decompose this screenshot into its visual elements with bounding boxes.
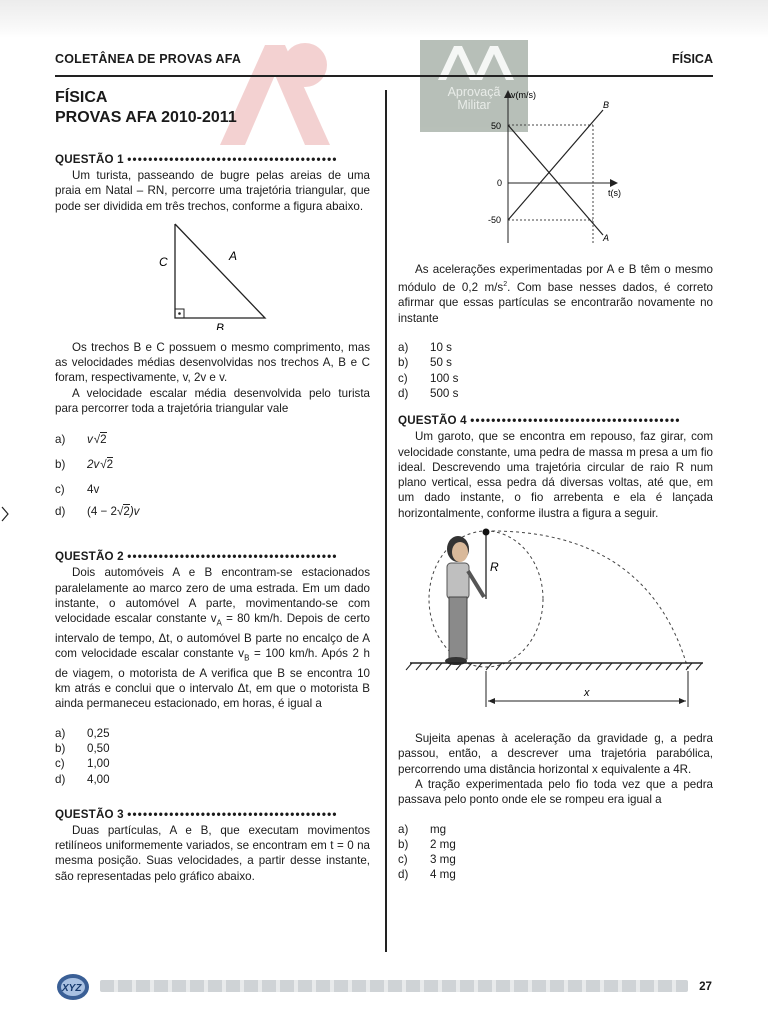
graph-x-arrow (610, 179, 618, 187)
question-4-body: Um garoto, que se encontra em repouso, faz girar, com velocidade constante, uma pedra de massa m presa a um fio ideal. Descrevendo uma trajetória circular de raio R num plano vertical, essa pedra dá diversas voltas, até que, em um dado instante, o fio arrebenta e ela é lançada horizontalmente, conforme ilustra a figura a seguir. (398, 430, 713, 520)
title-line-1: FÍSICA (55, 89, 108, 106)
question-4-paragraph-3: A tração experimentada pelo fio toda vez que a pedra passava pelo ponto onde ele se rompeu era igual a (398, 777, 713, 807)
footer-logo (55, 972, 91, 1002)
option-c[interactable]: c) 3 mg (398, 853, 456, 867)
question-4-options (398, 822, 713, 883)
tick-label-m50: -50 (488, 215, 502, 225)
page-number: 27 (699, 980, 712, 993)
question-2-body: Dois automóveis A e B encontram-se estacionados paralelamente ao marco zero de uma estrada. Em um dado instante, o automóvel A parte, movimentando-se com velocidade escalar constante $v_A = 80$ km/h. Depois de certo intervalo de tempo, Δt, o automóvel B parte no encalço de A com velocidade escalar constante $v_B = 100$ km/h. Após 2 h de viagem, o motorista de A verifica que B se encontra 10 km atrás e conclui que o intervalo Δt, em que o motorista B ainda permaneceu estacionado, em horas, é igual a (55, 566, 370, 711)
watermark-text: Aprovaçã Militar (447, 85, 501, 112)
page-title (55, 88, 370, 128)
option-b[interactable]: b) 2 mg (398, 837, 456, 851)
option-b[interactable]: b) 0,50 (55, 741, 110, 755)
triangle-figure (55, 214, 370, 330)
svg-text:XYZ: XYZ (62, 983, 82, 994)
option-d[interactable]: d) 4,00 (55, 772, 110, 786)
option-a[interactable]: a) 10 s (398, 341, 452, 355)
right-column (398, 85, 713, 883)
question-3-heading: QUESTÃO 3 •••••••••••••••••••••••••••••••••••••••• (55, 807, 338, 821)
footer-band (100, 980, 688, 992)
graph-y-label: v(m/s) (511, 90, 536, 100)
option-a[interactable]: a) 0,25 (55, 726, 110, 740)
question-4-paragraph-2: Sujeita apenas à aceleração da gravidade g, a pedra passou, então, a descrever uma trajetória parabólica, percorrendo uma distância horizontal x equivalente a 4R. (398, 732, 713, 776)
line-label-a: A (603, 233, 610, 243)
series-line-b (508, 110, 603, 220)
triangle-label-a: A (229, 248, 238, 263)
header-collection-title: COLETÂNEA DE PROVAS AFA (55, 52, 242, 66)
option-d[interactable]: d) (4 − 2 √ 2 )v (55, 504, 370, 529)
option-d[interactable]: d) 500 s (398, 386, 459, 400)
question-4-heading: QUESTÃO 4 •••••••••••••••••••••••••••••••••••••••• (398, 414, 681, 428)
option-c[interactable]: c) 4v (55, 483, 100, 497)
triangle-label-b: B (216, 320, 225, 330)
velocity-graph (398, 85, 713, 248)
question-2-options (55, 726, 370, 787)
tick-label-0: 0 (497, 178, 503, 188)
option-a[interactable]: a) mg (398, 822, 447, 836)
top-band (0, 0, 768, 38)
option-d[interactable]: d) 4 mg (398, 868, 456, 882)
boy-stone-figure (398, 521, 713, 731)
option-a[interactable]: a) v √ 2 (55, 432, 370, 457)
question-1-paragraph-3: A velocidade escalar média desenvolvida pelo turista para percorrer toda a trajetória triangular vale (55, 386, 370, 416)
stone (483, 529, 490, 536)
title-line-2: PROVAS AFA 2010-2011 (55, 109, 237, 126)
question-3-options (398, 340, 713, 401)
line-label-b: B (603, 100, 610, 110)
question-3-paragraph-2: As acelerações experimentadas por A e B têm o mesmo módulo de 0,2 $m/s^2$. Com base nesses dados, é correto afirmar que essas partículas se encontrarão novamente no instante (398, 263, 713, 325)
radius-label: R (490, 560, 499, 575)
question-1-heading: QUESTÃO 1 •••••••••••••••••••••••••••••••••••••••• (55, 153, 338, 166)
distance-label: x (584, 687, 590, 700)
header-subject: FÍSICA (672, 52, 713, 66)
question-3-body: Duas partículas, A e B, que executam movimentos retilíneos uniformemente variados, se encontram em t = 0 na mesma posição. Suas velocidades, a partir desse instante, são representadas pelo gráfico abaixo. (55, 823, 370, 883)
boy-figure (445, 536, 484, 665)
option-c[interactable]: c) 1,00 (55, 757, 110, 771)
side-arrow-icon (0, 505, 10, 523)
option-b[interactable]: b) 2v √ 2 (55, 457, 370, 482)
option-c[interactable]: c) 100 s (398, 371, 459, 385)
triangle-shape (175, 224, 265, 318)
graph-x-label: t(s) (608, 188, 621, 198)
tick-label-50: 50 (491, 121, 502, 131)
question-1-options (55, 432, 370, 529)
header-rule (55, 75, 713, 77)
triangle-label-c: C (159, 254, 168, 269)
left-column (55, 88, 370, 884)
option-b[interactable]: b) 50 s (398, 356, 452, 370)
question-2-heading: QUESTÃO 2 •••••••••••••••••••••••••••••••••••••••• (55, 550, 338, 564)
question-1-intro: Um turista, passeando de bugre pelas areias de uma praia em Natal – RN, percorre uma trajetória triangular, que pode ser dividida em três trechos, conforme a figura abaixo. (55, 169, 370, 213)
question-1-paragraph-2: Os trechos B e C possuem o mesmo comprimento, mas as velocidades médias desenvolvidas nos trechos A, B e C foram, respectivamente, v, 2v e v. (55, 340, 370, 385)
column-divider (385, 90, 387, 952)
series-line-a (508, 125, 603, 235)
parabolic-trajectory (486, 531, 688, 669)
